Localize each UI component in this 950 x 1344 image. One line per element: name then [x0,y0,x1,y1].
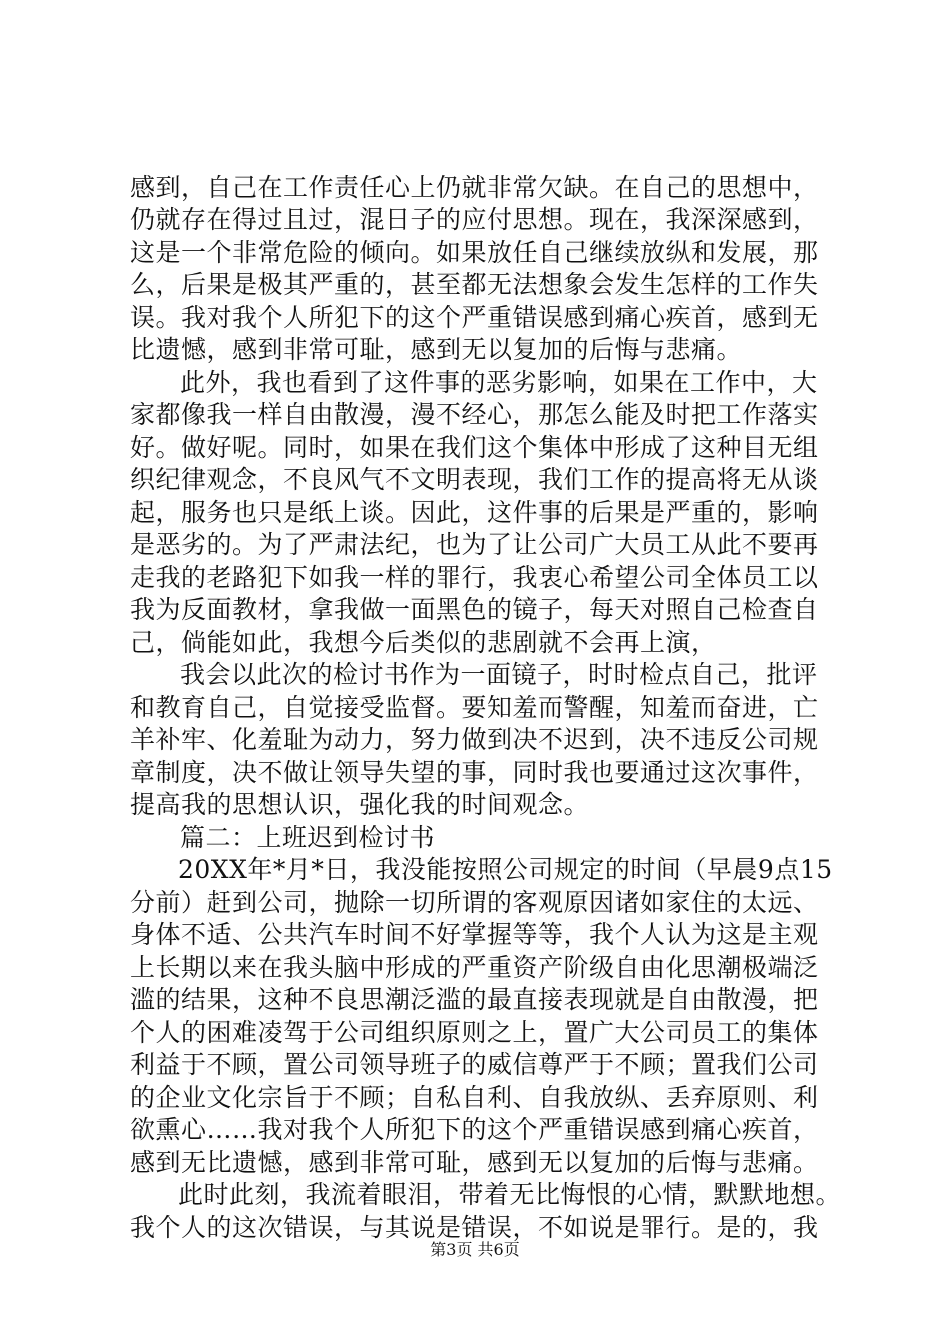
text-line: 滥的结果，这种不良思潮泛滥的最直接表现就是自由散漫，把 [130,985,819,1014]
text-line: 利益于不顾，置公司领导班子的威信尊严于不顾；置我们公司 [130,1050,819,1079]
paragraph-start-line: 此外，我也看到了这件事的恶劣影响，如果在工作中，大 [180,368,818,397]
text-line: 好。做好呢。同时，如果在我们这个集体中形成了这种目无组 [130,433,819,462]
text-line: 和教育自己，自觉接受监督。要知羞而警醒，知羞而奋进，亡 [130,693,819,722]
paragraph-start-line: 此时此刻，我流着眼泪，带着无比悔恨的心情，默默地想。 [178,1180,842,1209]
paragraph-start-line: 20XX年*月*日，我没能按照公司规定的时间（早晨9点15 [178,855,833,884]
text-line: 分前）赶到公司，抛除一切所谓的客观原因诸如家住的太远、 [130,888,819,917]
section-heading: 篇二：上班迟到检讨书 [180,823,436,852]
page-footer: 第3页 共6页 [430,1240,520,1259]
text-line: 感到，自己在工作责任心上仍就非常欠缺。在自己的思想中， [130,173,819,202]
text-line: 家都像我一样自由散漫，漫不经心，那怎么能及时把工作落实 [130,400,819,429]
text-line: 羊补牢、化羞耻为动力，努力做到决不迟到，决不违反公司规 [130,725,819,754]
text-line: 己，倘能如此，我想今后类似的悲剧就不会再上演， [130,628,717,657]
text-line: 欲熏心……我对我个人所犯下的这个严重错误感到痛心疾首， [130,1115,819,1144]
text-line: 是恶劣的。为了严肃法纪，也为了让公司广大员工从此不要再 [130,530,819,559]
text-line: 的企业文化宗旨于不顾；自私自利、自我放纵、丢弃原则、利 [130,1083,819,1112]
text-line: 这是一个非常危险的倾向。如果放任自己继续放纵和发展，那 [130,238,819,267]
paragraph-start-line: 我会以此次的检讨书作为一面镜子，时时检点自己，批评 [180,660,818,689]
text-line: 提高我的思想认识，强化我的时间观念。 [130,790,590,819]
text-line: 我为反面教材，拿我做一面黑色的镜子，每天对照自己检查自 [130,595,819,624]
text-line: 误。我对我个人所犯下的这个严重错误感到痛心疾首，感到无 [130,303,819,332]
text-line: 个人的困难凌驾于公司组织原则之上，置广大公司员工的集体 [130,1018,819,1047]
text-line: 仍就存在得过且过，混日子的应付思想。现在，我深深感到， [130,205,819,234]
text-line: 章制度，决不做让领导失望的事，同时我也要通过这次事件， [130,758,819,787]
text-line: 身体不适、公共汽车时间不好掌握等等，我个人认为这是主观 [130,920,819,949]
text-line: 我个人的这次错误，与其说是错误，不如说是罪行。是的，我 [130,1213,819,1242]
text-line: 起，服务也只是纸上谈。因此，这件事的后果是严重的，影响 [130,498,819,527]
text-line: 走我的老路犯下如我一样的罪行，我衷心希望公司全体员工以 [130,563,819,592]
text-line: 上长期以来在我头脑中形成的严重资产阶级自由化思潮极端泛 [130,953,819,982]
text-line: 比遗憾，感到非常可耻，感到无以复加的后悔与悲痛。 [130,335,743,364]
text-line: 感到无比遗憾，感到非常可耻，感到无以复加的后悔与悲痛。 [130,1148,819,1177]
text-line: 织纪律观念，不良风气不文明表现，我们工作的提高将无从谈 [130,465,819,494]
text-line: 么，后果是极其严重的，甚至都无法想象会发生怎样的工作失 [130,270,819,299]
